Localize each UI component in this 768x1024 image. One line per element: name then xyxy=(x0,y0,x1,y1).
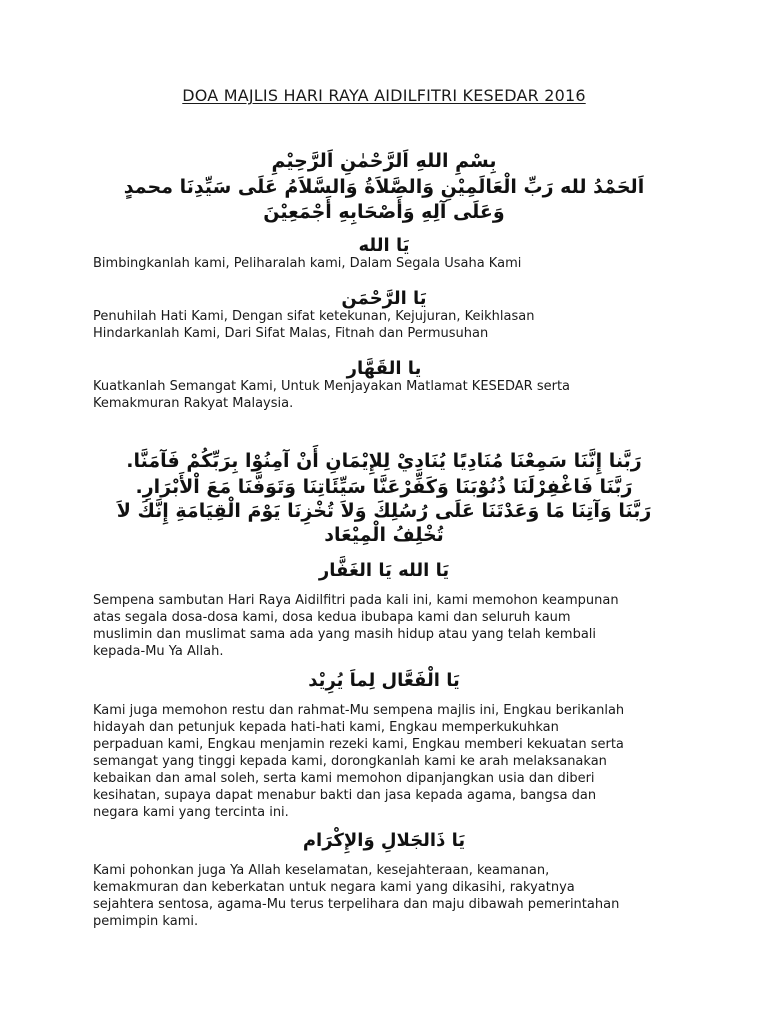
hamdalah-line: اَلحَمْدُ لله رَبِّ الْعَالَمِيْنِ وَالصَّلاَةُ وَالسَّلاَمُ عَلَى سَيِّدِنَا محمدٍ xyxy=(123,176,645,198)
text-line: hidayah dan petunjuk kepada hati-hati kami, Engkau memperkukuhkan xyxy=(93,720,559,735)
text-line: pemimpin kami. xyxy=(93,914,199,929)
text-line: Kuatkanlah Semangat Kami, Untuk Menjayakan Matlamat KESEDAR serta xyxy=(93,379,571,394)
section-text-ya-fa-al xyxy=(93,702,683,821)
section-heading-ya-qahhar: يا القَهَّار xyxy=(346,358,422,379)
text-line: semangat yang tinggi kepada kami, dorongkanlah kami ke arah melaksanakan xyxy=(93,754,607,769)
section-text-ya-rahman xyxy=(93,308,683,342)
text-line: Sempena sambutan Hari Raya Aidilfitri pada kali ini, kami memohon keampunan xyxy=(93,593,619,608)
text-line: atas segala dosa-dosa kami, dosa kedua ibubapa kami dan seluruh kaum xyxy=(93,610,571,625)
section-text-ya-allah xyxy=(93,255,683,272)
text-line: Kemakmuran Rakyat Malaysia. xyxy=(93,396,294,411)
text-line: kemakmuran dan keberkatan untuk negara kami yang dikasihi, rakyatnya xyxy=(93,880,575,895)
text-line: muslimin dan muslimat sama ada yang masih hidup atau yang telah kembali xyxy=(93,627,597,642)
text-line: Bimbingkanlah kami, Peliharalah kami, Dalam Segala Usaha Kami xyxy=(93,256,522,271)
verse-line-4: تُخْلِفُ الْمِيْعَاد xyxy=(324,524,444,546)
text-line: kesihatan, supaya dapat menabur bakti dan jasa kepada agama, bangsa dan xyxy=(93,788,597,803)
section-heading-ya-rahman: يَا الرَّحْمَن xyxy=(341,288,427,309)
text-line: sejahtera sentosa, agama-Mu terus terpelihara dan maju dibawah pemerintahan xyxy=(93,897,620,912)
text-line: Kami juga memohon restu dan rahmat-Mu sempena majlis ini, Engkau berikanlah xyxy=(93,703,625,718)
section-text-ya-qahhar xyxy=(93,378,683,412)
text-line: kepada-Mu Ya Allah. xyxy=(93,644,224,659)
section-heading-ya-allah: يَا الله xyxy=(358,235,410,256)
verse-line-2: رَبَّنَا فَاغْفِرْلَنَا ذُنُوْبَنَا وَكَفِّرْعَنَّا سَيِّئَاتِنَا وَتَوَفَّنَا مَعَ اْلأَبْرَارِ. xyxy=(135,476,633,498)
section-heading-ya-dzal-jalal: يَا ذَالجَلالِ وَالإِكْرَام xyxy=(302,830,466,851)
section-heading-ya-ghaffar: يَا الله يَا الغَفَّار xyxy=(318,560,450,581)
text-line: Kami pohonkan juga Ya Allah keselamatan, kesejahteraan, keamanan, xyxy=(93,863,550,878)
basmalah-line: بِسْمِ اللهِ اَلرَّحْمٰنِ اَلرَّحِيْمِ xyxy=(271,150,497,172)
text-line: Hindarkanlah Kami, Dari Sifat Malas, Fitnah dan Permusuhan xyxy=(93,326,489,341)
text-line: Penuhilah Hati Kami, Dengan sifat ketekunan, Kejujuran, Keikhlasan xyxy=(93,309,535,324)
text-line: perpaduan kami, Engkau menjamin rezeki kami, Engkau memberi kekuatan serta xyxy=(93,737,624,752)
section-heading-ya-fa-al: يَا الْفَعَّال لِماَ يُرِيْد xyxy=(308,670,460,691)
document-title: DOA MAJLIS HARI RAYA AIDILFITRI KESEDAR 2016 xyxy=(182,86,586,105)
salawat-line: وَعَلَى آلِهِ وَأَصْحَابِهِ أَجْمَعِيْنَ xyxy=(263,201,505,223)
section-text-ya-ghaffar xyxy=(93,592,683,660)
section-text-ya-dzal-jalal xyxy=(93,862,683,930)
text-line: negara kami yang tercinta ini. xyxy=(93,805,289,820)
verse-line-1: رَبَّنا إِنَّنَا سَمِعْنَا مُنَادِيًا يُنَادِيْ لِلإِيْمَانِ أَنْ آمِنُوْا بِرَبِّكُمْ فَآمَنَّا. xyxy=(126,450,642,472)
text-line: kebaikan dan amal soleh, serta kami memohon dipanjangkan usia dan diberi xyxy=(93,771,595,786)
verse-line-3: رَبَّنَا وَآتِنَا مَا وَعَدْتَنَا عَلَى رُسُلِكَ وَلاَ تُخْزِنَا يَوْمَ الْقِيَامَةِ إِنَّكَ لاَ xyxy=(116,500,652,522)
